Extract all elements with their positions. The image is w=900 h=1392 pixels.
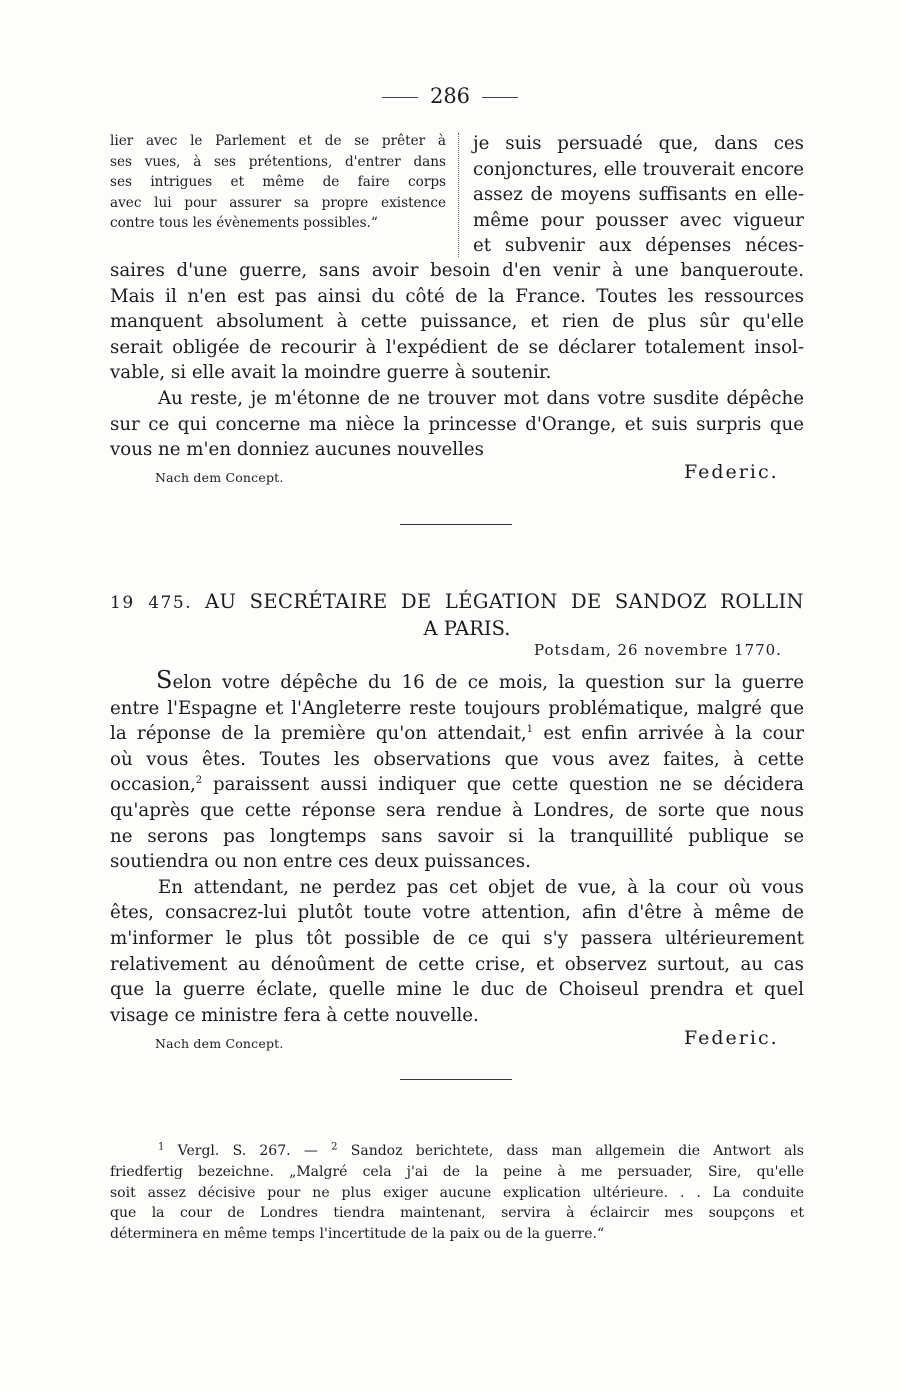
source-note: Nach dem Concept. [155,470,284,485]
date: 26 novembre 1770. [617,641,782,659]
footnote-line: soit assez décisive pour ne plus exiger aucune explication ultérieure. . . La conduite [110,1184,804,1201]
text-line: m'informer le plus tôt possible de ce qui s'y passera ultérieurement [110,927,804,949]
header-rule-right [482,97,518,98]
footnote-line: friedfertig bezeichne. „Malgré cela j'ai de la peine à me persuader, Sire, qu'elle [110,1163,804,1180]
left-column-quote [110,131,446,234]
initial-letter: S [156,666,173,694]
text-line [110,721,804,747]
left-col-line: ses vues, à ses prétentions, d'entrer dans [110,153,446,170]
text-line: qu'après que cette réponse sera rendue à Londres, de sorte que nous [110,799,804,821]
footnote-marker: 1 [158,1141,165,1153]
text-span: paraissent aussi indiquer que cette question ne se décidera [202,774,804,796]
signature: Federic. [684,461,779,483]
right-col-line: assez de moyens suffisants en elle- [473,184,804,206]
letter2-body [110,668,804,1028]
right-col-line: et subvenir aux dépenses néces- [473,235,804,257]
letter-title: AU SECRÉTAIRE DE LÉGATION DE SANDOZ ROLLIN [205,590,805,613]
text-line: Au reste, je m'étonne de ne trouver mot dans votre susdite dépêche [158,387,804,409]
right-col-line: même pour pousser avec vigueur [473,209,804,231]
text-line [110,668,804,696]
text-span: la réponse de la première qu'on attendait, [110,723,527,745]
right-col-line: je suis persuadé que, dans ces [473,133,804,154]
left-col-line: ses intrigues et même de faire corps [110,174,446,190]
text-line: soutiendra ou non entre ces deux puissances. [110,851,531,873]
text-line: entre l'Espagne et l'Angleterre reste toujours problématique, malgré que [110,697,804,719]
footnote-ref[interactable]: 1 [526,724,534,736]
text-line: êtes, consacrez-lui plutôt toute votre attention, afin d'être à même de [110,902,804,924]
text-line: serait obligée de recourir à l'expédient de se déclarer totalement insol- [110,336,804,358]
text-line: vable, si elle avait la moindre guerre à soutenir. [110,362,552,384]
text-line: ne serons pas longtemps sans savoir si la tranquillité publique se [110,825,804,847]
signature: Federic. [684,1027,779,1049]
left-col-line: avec lui pour assurer sa propre existence [110,194,446,211]
footnote-line: que la cour de Londres tiendra maintenant, servira à éclaircir mes soupçons et [110,1205,804,1222]
text-line: manquent absolument à cette puissance, et rien de plus sûr qu'elle [110,311,804,333]
heading-line-1 [110,589,804,616]
text-line: que la guerre éclate, quelle mine le duc de Choiseul prendra et quel [110,979,804,1001]
page-number-header [0,84,900,108]
text-line: où vous êtes. Toutes les observations que vous avez faites, à cette [110,748,804,770]
header-rule-left [382,97,418,98]
text-line: vous ne m'en donniez aucunes nouvelles [110,439,484,461]
section-divider [400,524,512,525]
letter1-continuation [110,258,804,463]
footnote-line: déterminera en même temps l'incertitude de la paix ou de la guerre.“ [110,1226,605,1243]
text-line: Mais il n'en est pas ainsi du côté de la France. Toutes les ressources [110,285,804,307]
right-column-text [473,131,804,259]
letter-number: 19 475. [110,593,193,613]
text-line: saires d'une guerre, sans avoir besoin d'en venir à une banqueroute. [110,260,804,281]
text-line: sur ce qui concerne ma nièce la princesse d'Orange, et suis surpris que [110,413,804,435]
footnote-ref[interactable]: 2 [195,775,203,787]
column-separator [458,133,459,257]
text-span: est enfin arrivée à la cour [533,723,804,745]
footnote-line [110,1141,804,1162]
source-note: Nach dem Concept. [155,1036,284,1051]
text-line [110,772,804,798]
section-divider [400,1079,512,1080]
page-number: 286 [429,84,471,108]
footnotes [110,1141,804,1245]
text-span: elon votre dépêche du 16 de ce mois, la question sur la guerre [172,672,804,693]
place: Potsdam, [533,641,612,659]
footnote-text: Sandoz berichtete, dass man allgemein die Antwort als [350,1143,804,1159]
text-line: En attendant, ne perdez pas cet objet de vue, à la cour où vous [158,876,804,898]
footnote-text: Vergl. S. 267. — [177,1143,318,1159]
text-line: visage ce ministre fera à cette nouvelle. [110,1004,479,1026]
footnote-marker: 2 [331,1141,338,1153]
right-col-line: conjonctures, elle trouverait encore [473,158,804,180]
text-span: occasion, [110,774,196,796]
left-col-line: lier avec le Parlement et de se prêter à [110,133,446,149]
text-line: relativement au dénoûment de cette crise, et observez surtout, au cas [110,953,804,975]
letter-title-line-2: A PARIS. [423,617,511,640]
letter-heading [110,589,804,642]
place-date [496,641,782,659]
left-col-line: contre tous les évènements possibles.“ [110,215,378,231]
